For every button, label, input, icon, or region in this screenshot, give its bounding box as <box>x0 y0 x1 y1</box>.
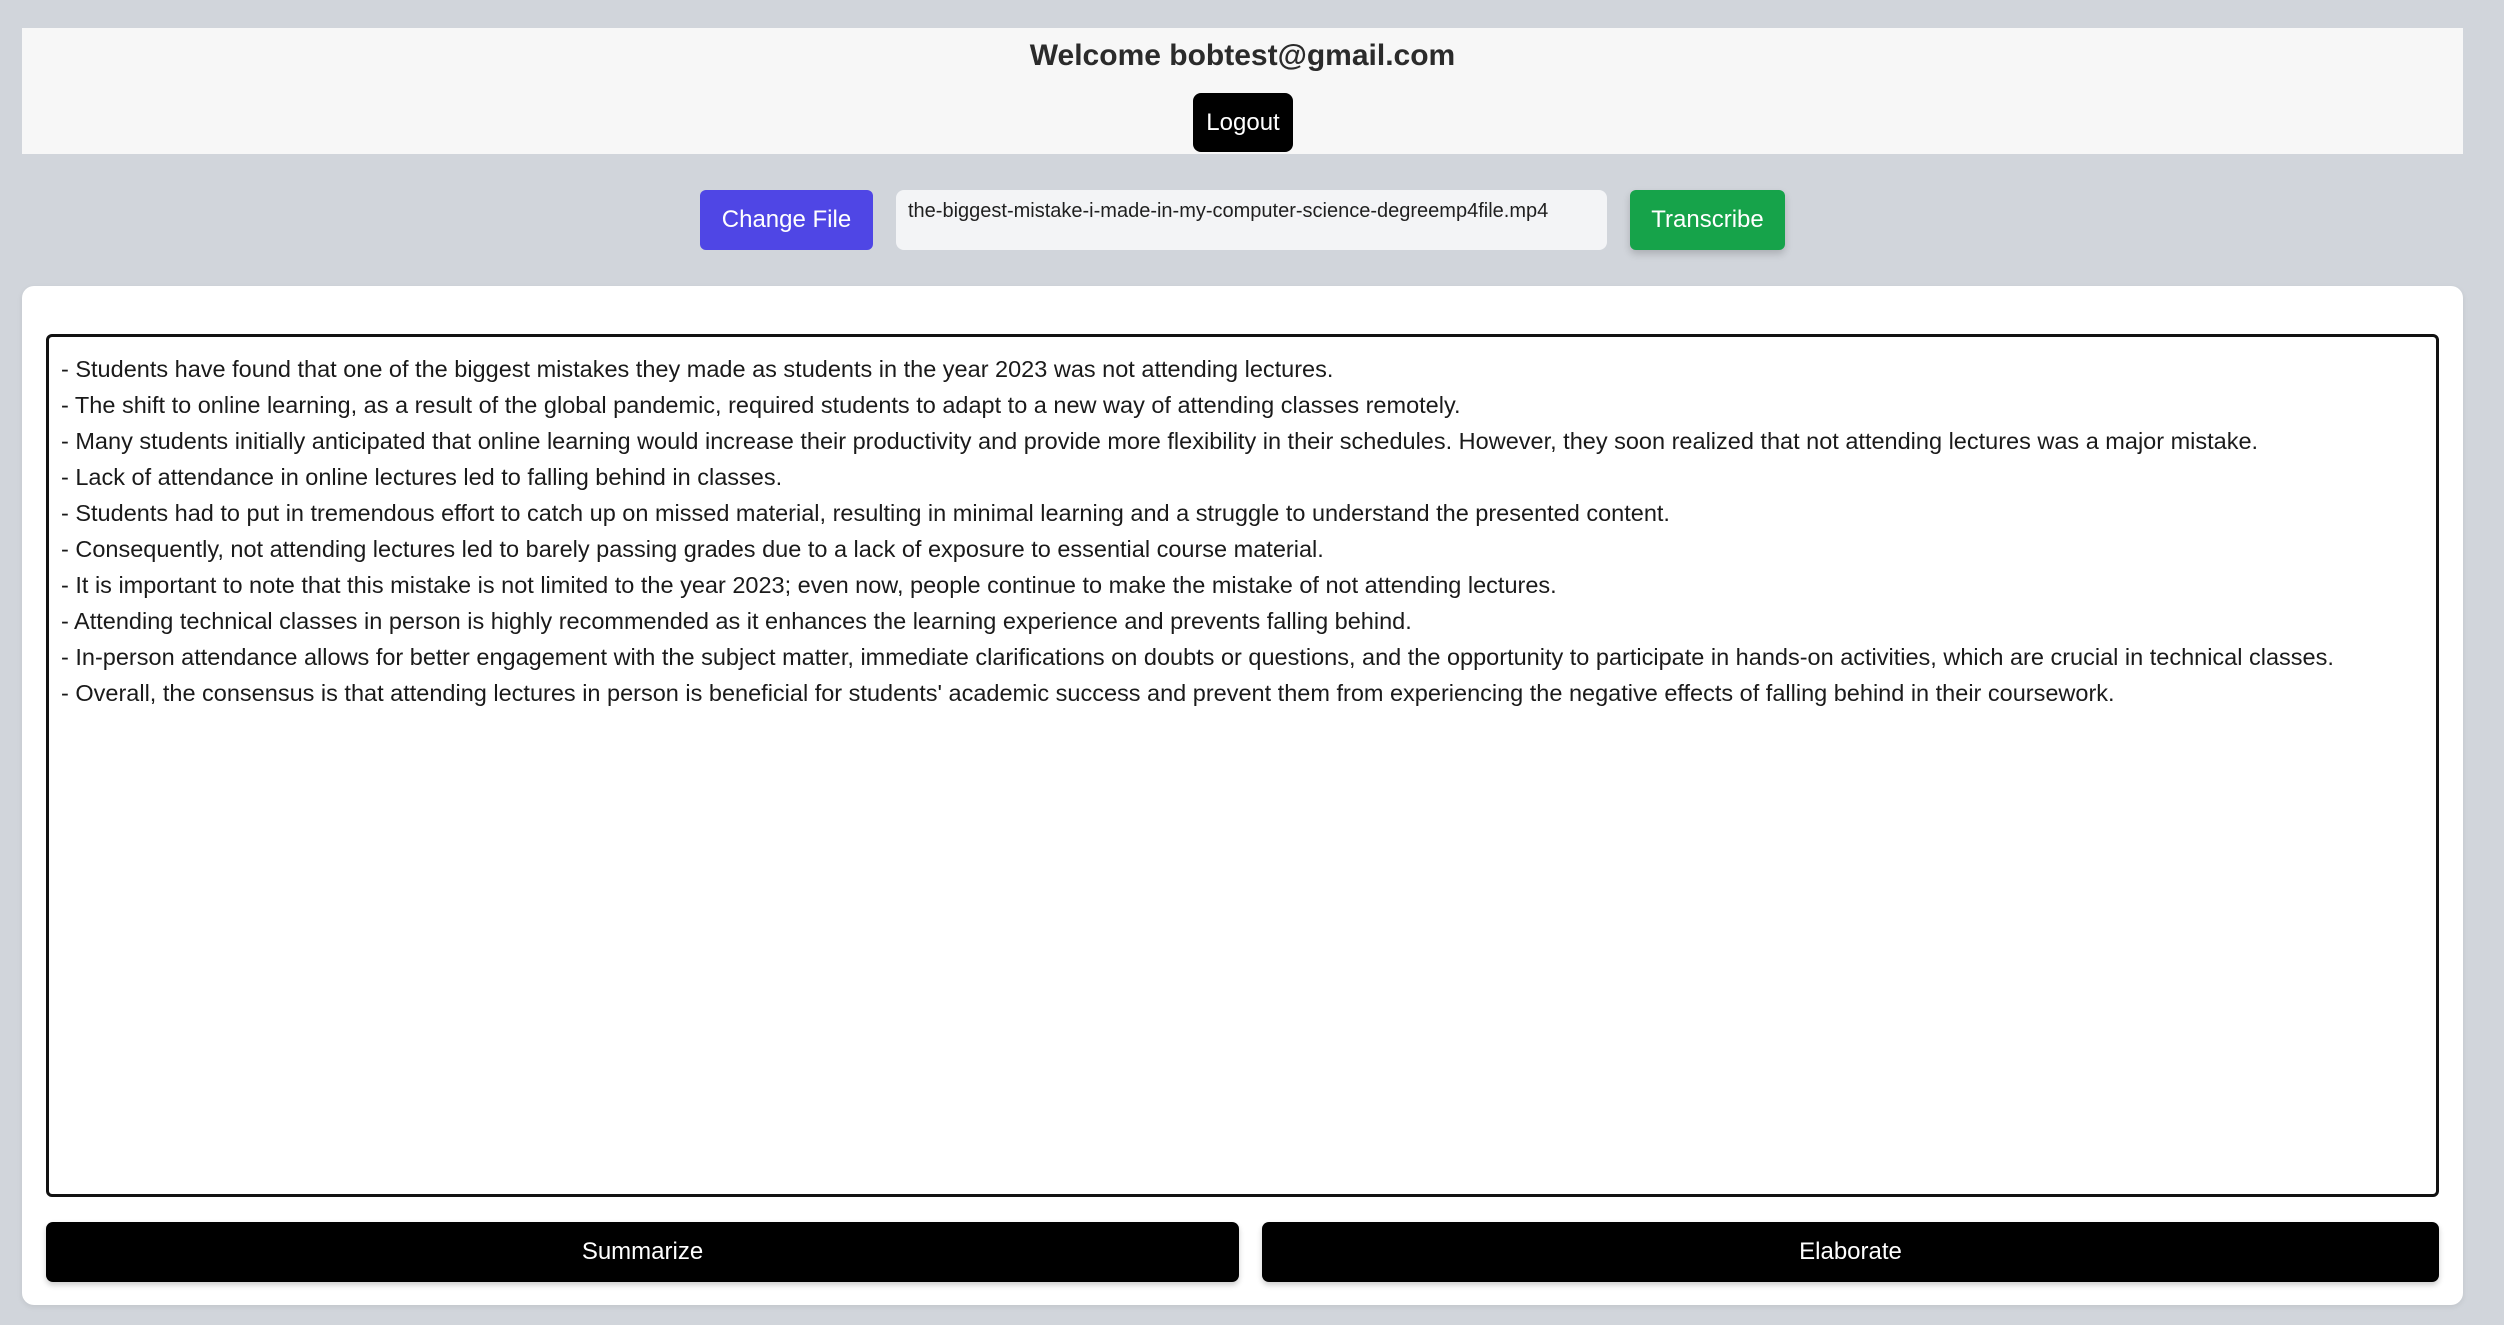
transcript-textarea[interactable] <box>46 334 2439 1197</box>
transcribe-button[interactable]: Transcribe <box>1630 190 1785 250</box>
summarize-button[interactable]: Summarize <box>46 1222 1239 1282</box>
transcript-line: - The shift to online learning, as a result of the global pandemic, required students to adapt to a new way of attending classes remotely. <box>61 392 1461 418</box>
transcript-line: - Attending technical classes in person is highly recommended as it enhances the learning experience and prevents falling behind. <box>61 608 1412 634</box>
transcript-line: - Lack of attendance in online lectures led to falling behind in classes. <box>61 464 783 490</box>
header-bar <box>22 28 2463 154</box>
selected-file-name: the-biggest-mistake-i-made-in-my-computer-science-degreemp4file.mp4 <box>896 190 1607 250</box>
transcript-line: - Consequently, not attending lectures led to barely passing grades due to a lack of exposure to essential course material. <box>61 536 1324 562</box>
change-file-button[interactable]: Change File <box>700 190 873 250</box>
welcome-message: Welcome bobtest@gmail.com <box>1029 39 1456 72</box>
logout-button[interactable]: Logout <box>1193 93 1293 152</box>
transcript-line: - It is important to note that this mistake is not limited to the year 2023; even now, people continue to make the mistake of not attending lectures. <box>61 572 1557 598</box>
transcript-line: - Overall, the consensus is that attending lectures in person is beneficial for students' academic success and prevent them from experiencing the negative effects of falling behind in their coursework. <box>61 680 2115 706</box>
transcript-card <box>22 286 2463 1305</box>
transcript-line: - Students have found that one of the biggest mistakes they made as students in the year 2023 was not attending lectures. <box>61 356 1334 382</box>
elaborate-button[interactable]: Elaborate <box>1262 1222 2439 1282</box>
transcript-line: - Many students initially anticipated that online learning would increase their productivity and provide more flexibility in their schedules. However, they soon realized that not attending lectures was a major mistake. <box>61 428 2259 454</box>
transcript-line: - Students had to put in tremendous effort to catch up on missed material, resulting in minimal learning and a struggle to understand the presented content. <box>61 500 1670 526</box>
transcript-line: - In-person attendance allows for better engagement with the subject matter, immediate clarifications on doubts or questions, and the opportunity to participate in hands-on activities, which are crucial in technical classes. <box>61 644 2334 670</box>
